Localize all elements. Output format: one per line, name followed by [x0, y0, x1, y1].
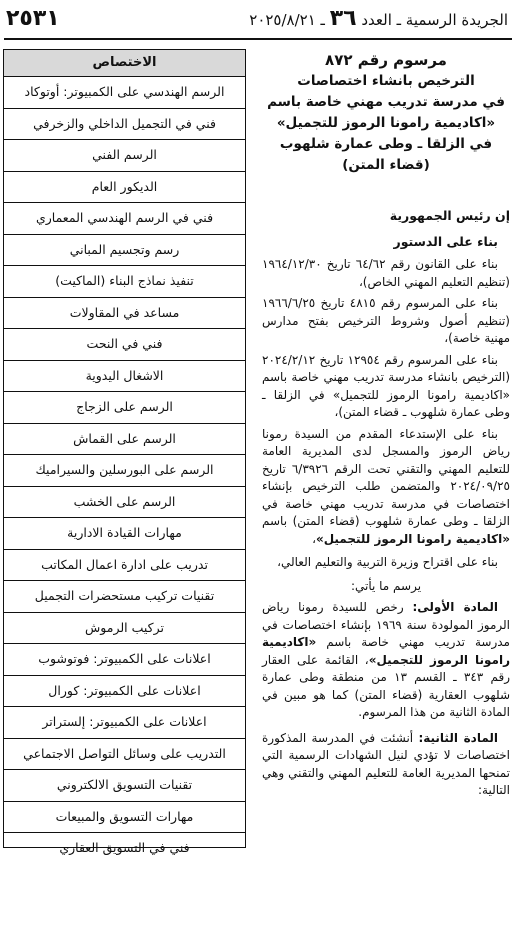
table-row: الرسم على الزجاج [4, 392, 245, 424]
journal-prefix: الجريدة الرسمية ـ العدد [356, 11, 508, 29]
article-text: رخص للسيدة رمونا رياض الرموز المولودة سنة ١٩٦٩ بإنشاء اختصاصات في مدرسة تدريب مهني خاصة باسم [262, 600, 510, 649]
table-row: تقنيات التسويق الالكتروني [4, 770, 245, 802]
president-line: إن رئيس الجمهورية [389, 208, 510, 223]
paragraph: بناء على القانون رقم ٦٤/٦٢ تاريخ ١٩٦٤/١٢/٣٠ (تنظيم التعليم المهني الخاص)، [262, 257, 510, 289]
table-row: الرسم على الخشب [4, 487, 245, 519]
specialties-table [3, 49, 246, 855]
journal-title [249, 6, 508, 31]
paragraph: بناء على المرسوم رقم ١٢٩٥٤ تاريخ ٢٠٢٤/٢/١٢ (الترخيص بانشاء مدرسة تدريب مهني خاصة باسم «اكاديمية رامونا الرموز للتجميل» في الزلقا ـ وطى عمارة شلهوب ـ قضاء المتن)، [262, 352, 510, 419]
table-row: الرسم على البورسلين والسيراميك [4, 455, 245, 487]
decree-title-line: في مدرسة تدريب مهني خاصة باسم [267, 94, 505, 110]
table-row: تدريب على ادارة اعمال المكاتب [4, 550, 245, 582]
paragraph-end: ، [312, 531, 316, 546]
article-text: ، القائمة على العقار رقم ٣٤٣ ـ القسم ١٣ من منطقة وطى عمارة شلهوب العقارية (قضاء المتن) كما هو مبين في المادة الثانية من هذا المرسوم. [262, 652, 510, 719]
article-label: المادة الثانية: [418, 730, 499, 745]
table-row: فني في النحت [4, 329, 245, 361]
table-row: تركيب الرموش [4, 613, 245, 645]
header-divider [4, 38, 512, 40]
decree-number: مرسوم رقم ٨٧٢ [325, 51, 447, 69]
table-header: الاختصاص [4, 50, 245, 77]
article-two [262, 730, 510, 800]
paragraph-text: بناء على الإستدعاء المقدم من السيدة رمونا رياض الرموز والمسجل لدى المديرية العامة للتعليم المهني والتقني تحت الرقم ٦/٣٩٢٦ تاريخ ٢٠٢٤/٠٩/٢٥ والمتضمن طلب الترخيص بإنشاء اختصاصات في مدرسة تدريب مهني خاصة في الزلقا ـ وطى عمارة شلهوب (قضاء المتن) باسم [262, 426, 510, 528]
decree-formula: يرسم ما يأتي: [350, 578, 422, 593]
article-one [262, 599, 510, 722]
decree-title-line: «اكاديمية رامونا الرموز للتجميل» [276, 115, 496, 131]
article-label: المادة الأولى: [412, 600, 498, 614]
decree-heading [262, 50, 510, 176]
table-row: اعلانات على الكمبيوتر: إلستراتر [4, 707, 245, 739]
table-row: الرسم على القماش [4, 424, 245, 456]
table-row: مهارات القيادة الادارية [4, 518, 245, 550]
page-number: ٢٥٣١ [6, 6, 60, 31]
table-row: التدريب على وسائل التواصل الاجتماعي [4, 739, 245, 771]
table-row: مهارات التسويق والمبيعات [4, 802, 245, 834]
paragraph: بناء على اقتراح وزيرة التربية والتعليم العالي، [277, 555, 498, 569]
table-row: رسم وتجسيم المباني [4, 235, 245, 267]
decree-title-line: الترخيص بانشاء اختصاصات [297, 73, 475, 89]
decree-body [262, 207, 510, 800]
journal-date: ـ ٢٠٢٥/٨/٢١ [249, 11, 330, 29]
paragraph [262, 426, 510, 549]
constitution-line: بناء على الدستور [393, 233, 498, 249]
issue-number: ٣٦ [329, 6, 357, 31]
table-row: الاشغال اليدوية [4, 361, 245, 393]
school-name: «اكاديمية رامونا الرموز للتجميل» [262, 635, 510, 667]
decree-title-line: (قضاء المتن) [342, 157, 430, 173]
table-row: الديكور العام [4, 172, 245, 204]
page-header [0, 0, 516, 36]
table-row: تقنيات تركيب مستحضرات التجميل [4, 581, 245, 613]
decree-title-line: في الزلقا ـ وطى عمارة شلهوب [279, 136, 493, 152]
table-row: اعلانات على الكمبيوتر: كورال [4, 676, 245, 708]
table-row: تنفيذ نماذج البناء (الماكيت) [4, 266, 245, 298]
table-row: الرسم الفني [4, 140, 245, 172]
table-row: فني في التجميل الداخلي والزخرفي [4, 109, 245, 141]
article-text: أنشئت في المدرسة المذكورة اختصاصات لا تؤدي لنيل الشهادات الرسمية التي تمنحها المديرية العامة للتعليم المهني والتقني وهي التالية: [262, 730, 510, 797]
table-row: مساعد في المقاولات [4, 298, 245, 330]
table-row: فني في الرسم الهندسي المعماري [4, 203, 245, 235]
table-row: فني في التسويق العقاري [59, 840, 190, 855]
school-name: «اكاديمية رامونا الرموز للتجميل» [315, 531, 510, 546]
table-row: الرسم الهندسي على الكمبيوتر: أوتوكاد [4, 77, 245, 109]
paragraph: بناء على المرسوم رقم ٤٨١٥ تاريخ ١٩٦٦/٦/٢٥ (تنظيم أصول وشروط الترخيص بفتح مدارس مهنية خاصة)، [262, 296, 510, 345]
table-row: اعلانات على الكمبيوتر: فوتوشوب [4, 644, 245, 676]
